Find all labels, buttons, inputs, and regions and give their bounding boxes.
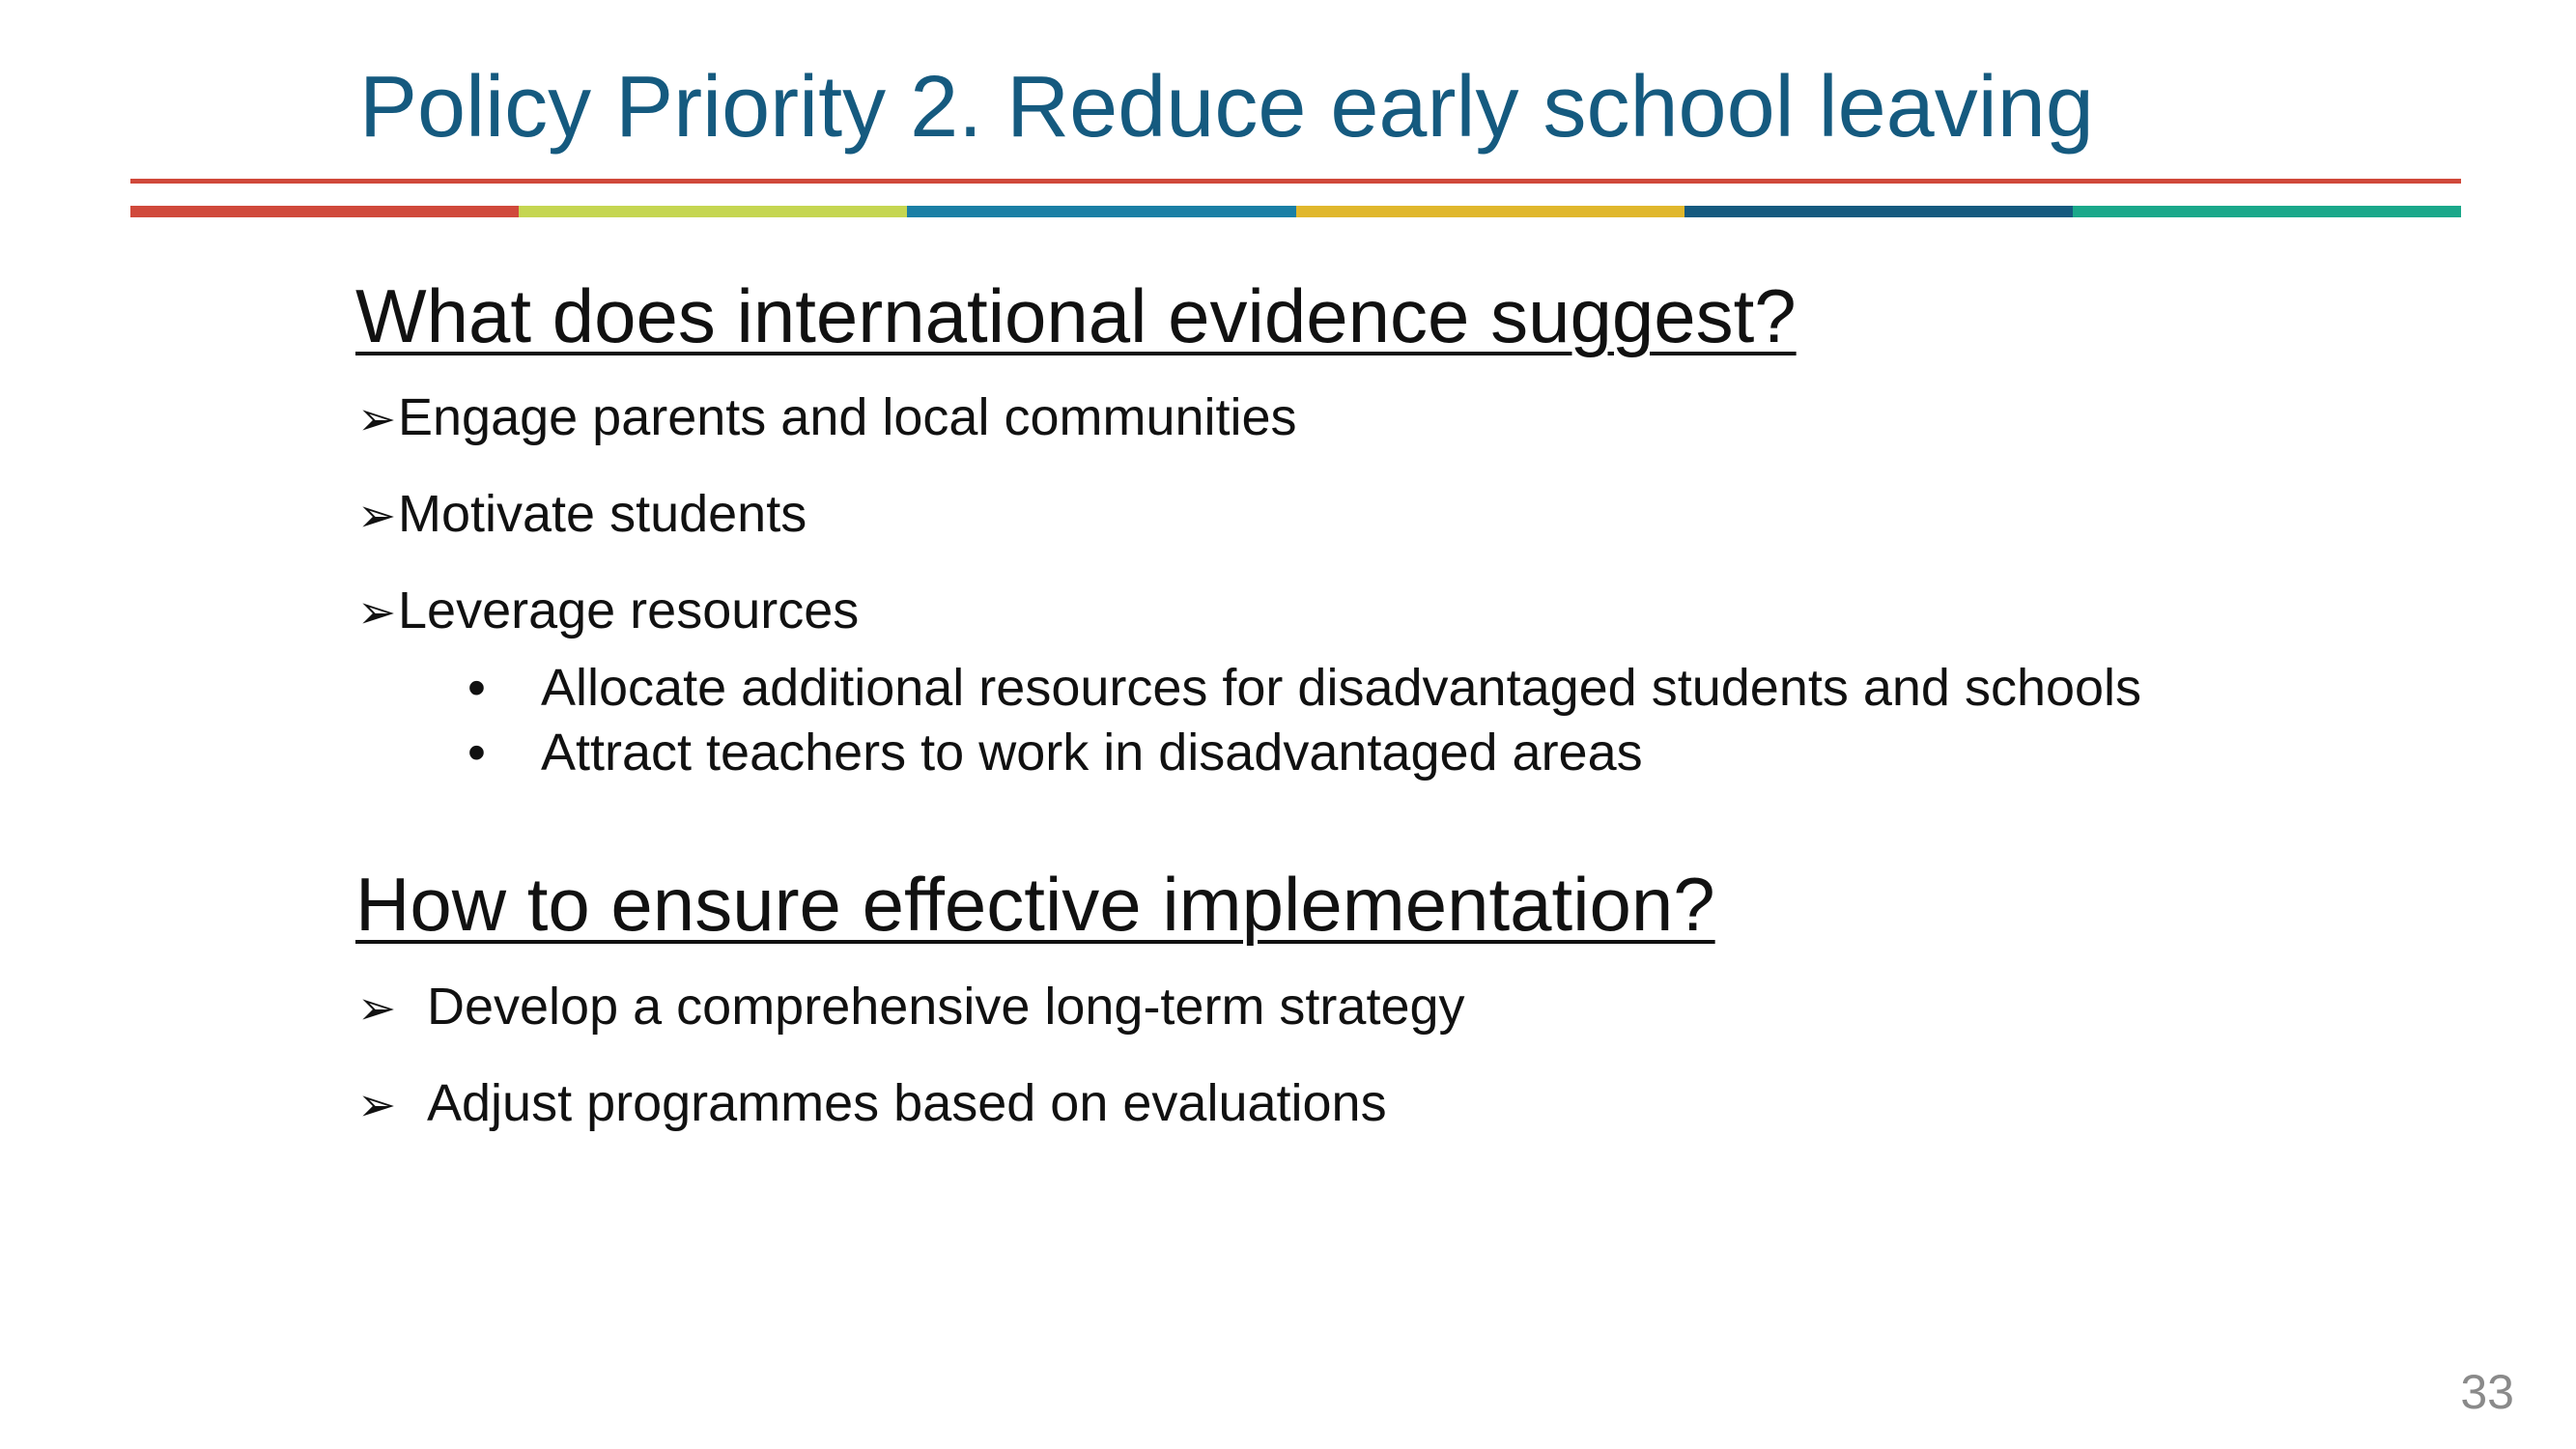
color-stripe-bar — [130, 206, 2461, 217]
sub-list-item-text: Attract teachers to work in disadvantaged areas — [541, 724, 1643, 781]
section-heading-implementation: How to ensure effective implementation? — [355, 862, 1715, 947]
list-item — [357, 1072, 1387, 1135]
arrow-bullet-icon: ➢ — [357, 394, 397, 445]
arrow-bullet-icon: ➢ — [357, 587, 397, 639]
sub-list-item — [467, 722, 1643, 784]
title-rule — [130, 179, 2461, 184]
list-item-text: Leverage resources — [398, 582, 860, 639]
list-item-text: Develop a comprehensive long-term strategy — [427, 978, 1465, 1036]
list-item — [357, 580, 859, 642]
list-item-text: Adjust programmes based on evaluations — [427, 1074, 1387, 1132]
arrow-bullet-icon: ➢ — [357, 983, 397, 1035]
list-item — [357, 483, 807, 546]
color-stripe-segment — [2073, 206, 2461, 217]
list-item — [357, 386, 1297, 449]
color-stripe-segment — [1296, 206, 1684, 217]
arrow-bullet-icon: ➢ — [357, 1080, 397, 1131]
color-stripe-segment — [130, 206, 519, 217]
arrow-bullet-icon: ➢ — [357, 491, 397, 542]
dot-bullet-icon: • — [467, 724, 486, 781]
sub-list-item-text: Allocate additional resources for disadvantaged students and schools — [541, 659, 2142, 717]
color-stripe-segment — [519, 206, 907, 217]
dot-bullet-icon: • — [467, 659, 486, 717]
list-item-text: Motivate students — [398, 485, 807, 543]
color-stripe-segment — [1684, 206, 2073, 217]
color-stripe-segment — [907, 206, 1295, 217]
page-number: 33 — [2460, 1365, 2514, 1419]
section-heading-evidence: What does international evidence suggest? — [355, 273, 1797, 358]
sub-list-item — [467, 657, 2141, 720]
slide-title: Policy Priority 2. Reduce early school leaving — [359, 59, 2094, 156]
list-item — [357, 976, 1465, 1038]
list-item-text: Engage parents and local communities — [398, 388, 1297, 446]
